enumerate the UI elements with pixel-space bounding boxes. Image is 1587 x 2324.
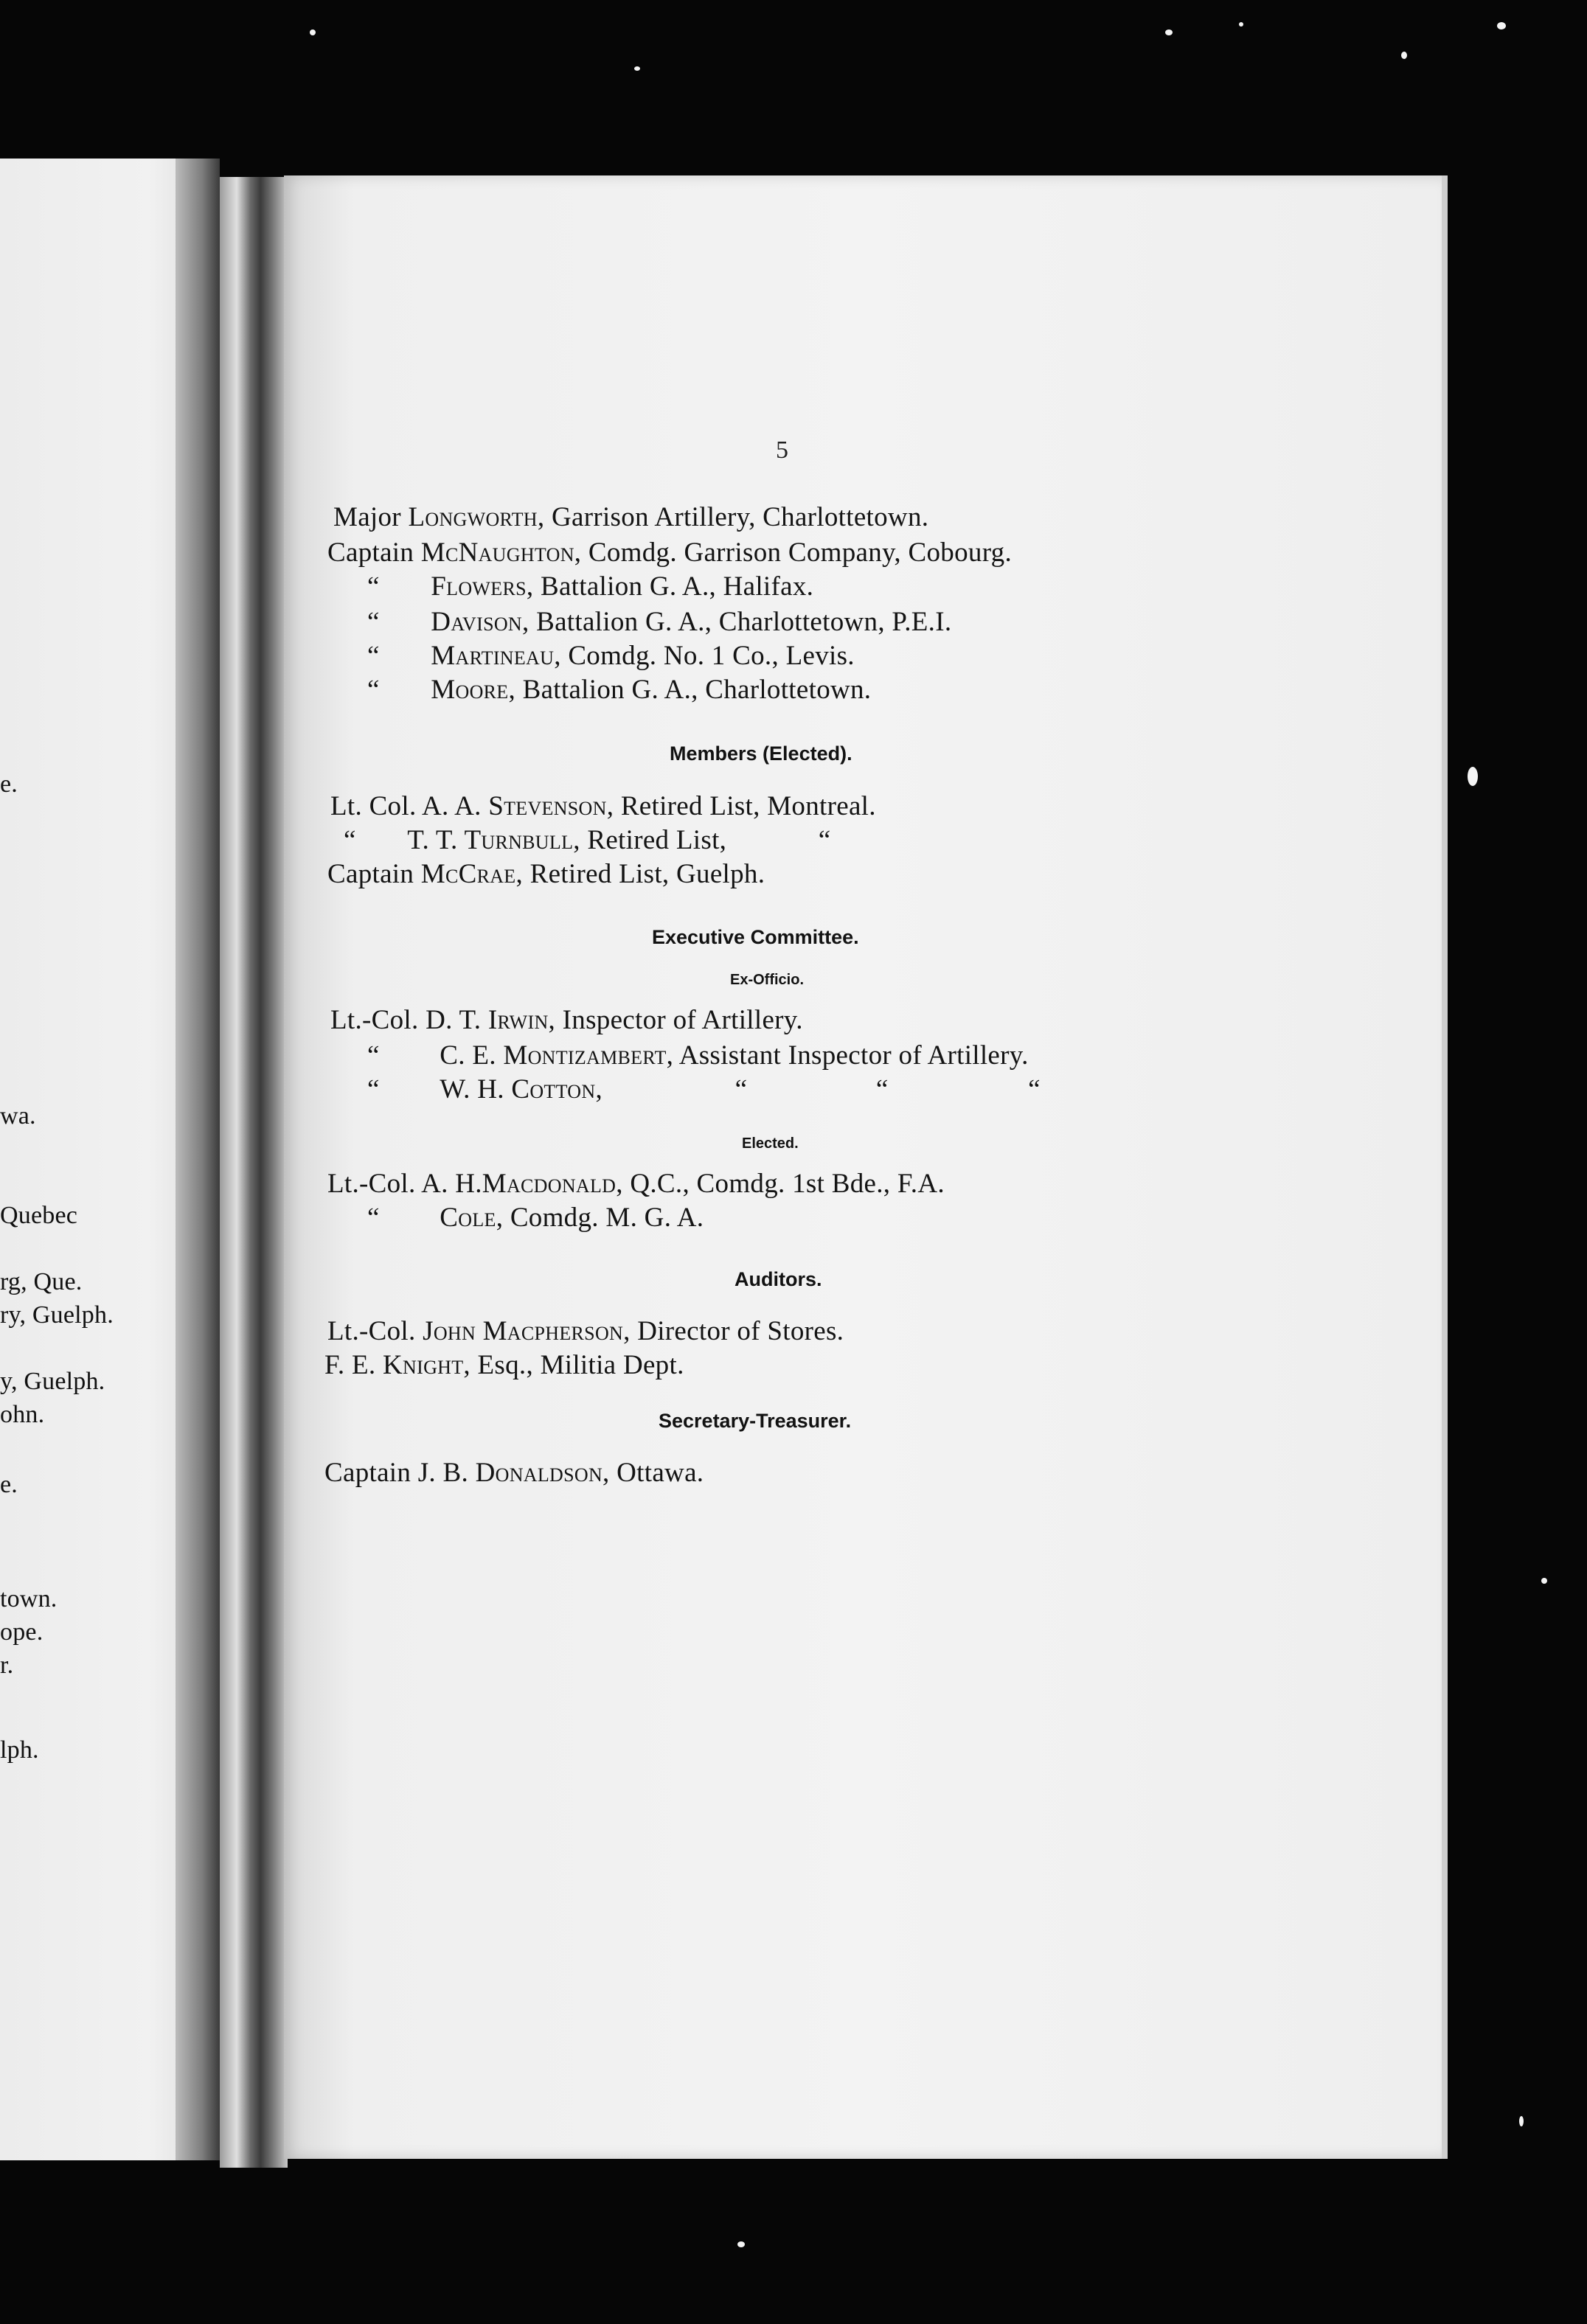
- committee-line: [330, 1004, 803, 1036]
- ditto-mark: “: [367, 571, 380, 602]
- fragment-text: rg, Que.: [0, 1268, 83, 1295]
- page-edge: [1442, 175, 1448, 2159]
- officer-line: [367, 674, 871, 706]
- secretary-name: Donaldson: [475, 1458, 603, 1488]
- fragment-text: ope.: [0, 1618, 44, 1646]
- committee-detail: , Comdg. M. G. A.: [496, 1203, 704, 1233]
- officer-rank: Captain: [327, 537, 414, 568]
- fragment-text: e.: [0, 770, 18, 798]
- auditor-rank: Lt.-Col.: [327, 1316, 416, 1346]
- dust-speck: [1165, 29, 1173, 35]
- officer-detail: , Comdg. Garrison Company, Cobourg.: [574, 537, 1013, 568]
- officer-name: Flowers: [431, 571, 527, 602]
- fragment-text: Quebec: [0, 1202, 78, 1229]
- committee-rank: Lt.-Col. A. H.: [327, 1169, 482, 1199]
- officer-line: [367, 571, 813, 602]
- auditor-name: Knight: [383, 1350, 464, 1380]
- dust-speck: [1497, 22, 1506, 29]
- committee-line: [367, 1040, 1029, 1071]
- committee-name: Irwin: [487, 1005, 549, 1035]
- section-heading-auditors: Auditors.: [735, 1268, 822, 1290]
- ditto-mark: “: [367, 1040, 380, 1071]
- committee-rank: Lt.-Col. D. T.: [330, 1005, 482, 1035]
- ditto-mark: “: [367, 1074, 380, 1104]
- officer-detail: , Battalion G. A., Charlottetown, P.E.I.: [522, 607, 952, 637]
- committee-name: W. H. Cotton: [440, 1074, 596, 1104]
- member-detail: , Retired List, Guelph.: [515, 859, 765, 889]
- auditor-initials: F. E.: [324, 1350, 376, 1380]
- officer-detail: , Garrison Artillery, Charlottetown.: [537, 502, 929, 532]
- subheading-elected: Elected.: [742, 1135, 799, 1152]
- dust-speck: [634, 66, 640, 71]
- fragment-text: ohn.: [0, 1401, 45, 1428]
- ditto-mark: “: [367, 607, 380, 637]
- document-page: [284, 175, 1445, 2159]
- member-line: [327, 858, 765, 890]
- officer-detail: , Comdg. No. 1 Co., Levis.: [554, 641, 855, 671]
- secretary-line: [324, 1457, 704, 1489]
- member-name: T. T. Turnbull: [407, 825, 574, 855]
- ditto-mark: “: [367, 675, 380, 705]
- officer-name: Davison: [431, 607, 522, 637]
- fragment-text: ry, Guelph.: [0, 1301, 114, 1329]
- secretary-rank: Captain J. B.: [324, 1458, 469, 1488]
- ditto-mark: “: [367, 1203, 380, 1233]
- committee-name: Cole: [440, 1203, 496, 1233]
- officer-rank: Major: [333, 502, 401, 532]
- section-heading-secretary-treasurer: Secretary-Treasurer.: [659, 1410, 852, 1432]
- officer-detail: , Battalion G. A., Charlottetown.: [508, 675, 872, 705]
- fragment-text: e.: [0, 1471, 18, 1498]
- fragment-text: r.: [0, 1652, 14, 1679]
- officer-line: [367, 606, 951, 638]
- committee-detail: , Q.C., Comdg. 1st Bde., F.A.: [616, 1169, 945, 1199]
- ditto-mark: “: [344, 825, 356, 855]
- auditor-name: John Macpherson: [423, 1316, 624, 1346]
- officer-line: [333, 501, 928, 533]
- member-rank: Lt. Col. A. A.: [330, 791, 482, 821]
- officer-line: [327, 537, 1012, 568]
- secretary-detail: , Ottawa.: [602, 1458, 704, 1488]
- auditor-line: [324, 1349, 684, 1381]
- officer-detail: , Battalion G. A., Halifax.: [526, 571, 814, 602]
- auditor-detail: , Director of Stores.: [623, 1316, 844, 1346]
- committee-detail: ,: [595, 1074, 603, 1104]
- member-detail: , Retired List, Montreal.: [606, 791, 876, 821]
- member-line: [330, 790, 876, 822]
- left-page-gutter: [176, 159, 220, 2160]
- dust-speck: [310, 29, 316, 35]
- ditto-mark: “: [1028, 1074, 1041, 1104]
- officer-line: [367, 640, 855, 672]
- committee-name: C. E. Montizambert: [440, 1040, 667, 1071]
- member-rank: Captain: [327, 859, 414, 889]
- page-number: 5: [776, 436, 788, 464]
- dust-speck: [737, 2241, 745, 2247]
- fragment-text: y, Guelph.: [0, 1368, 105, 1395]
- section-heading-executive-committee: Executive Committee.: [652, 926, 859, 948]
- officer-name: McNaughton: [420, 537, 574, 568]
- committee-line: [367, 1074, 1041, 1105]
- auditor-line: [327, 1315, 844, 1347]
- member-detail: , Retired List,: [573, 825, 727, 855]
- section-heading-members-elected: Members (Elected).: [670, 742, 852, 765]
- officer-name: Moore: [431, 675, 509, 705]
- auditor-detail: , Esq., Militia Dept.: [463, 1350, 684, 1380]
- fragment-text: lph.: [0, 1736, 39, 1764]
- committee-name: Macdonald: [482, 1169, 617, 1199]
- book-spine: [220, 177, 288, 2168]
- fragment-text: town.: [0, 1585, 58, 1612]
- dust-speck: [1401, 52, 1407, 59]
- committee-detail: , Inspector of Artillery.: [548, 1005, 803, 1035]
- dust-speck: [1239, 22, 1243, 27]
- dust-speck: [1519, 2116, 1524, 2126]
- member-name: McCrae: [420, 859, 516, 889]
- ditto-mark: “: [818, 825, 831, 855]
- committee-detail: , Assistant Inspector of Artillery.: [666, 1040, 1029, 1071]
- subheading-ex-officio: Ex-Officio.: [730, 972, 805, 988]
- member-name: Stevenson: [488, 791, 607, 821]
- dust-speck: [1468, 767, 1478, 786]
- dust-speck: [1541, 1578, 1547, 1584]
- ditto-mark: “: [735, 1074, 748, 1104]
- member-line: [344, 824, 831, 856]
- officer-name: Longworth: [408, 502, 538, 532]
- committee-line: [367, 1202, 704, 1234]
- officer-name: Martineau: [431, 641, 555, 671]
- committee-line: [327, 1168, 945, 1200]
- ditto-mark: “: [875, 1074, 889, 1104]
- fragment-text: wa.: [0, 1102, 36, 1130]
- ditto-mark: “: [367, 641, 380, 671]
